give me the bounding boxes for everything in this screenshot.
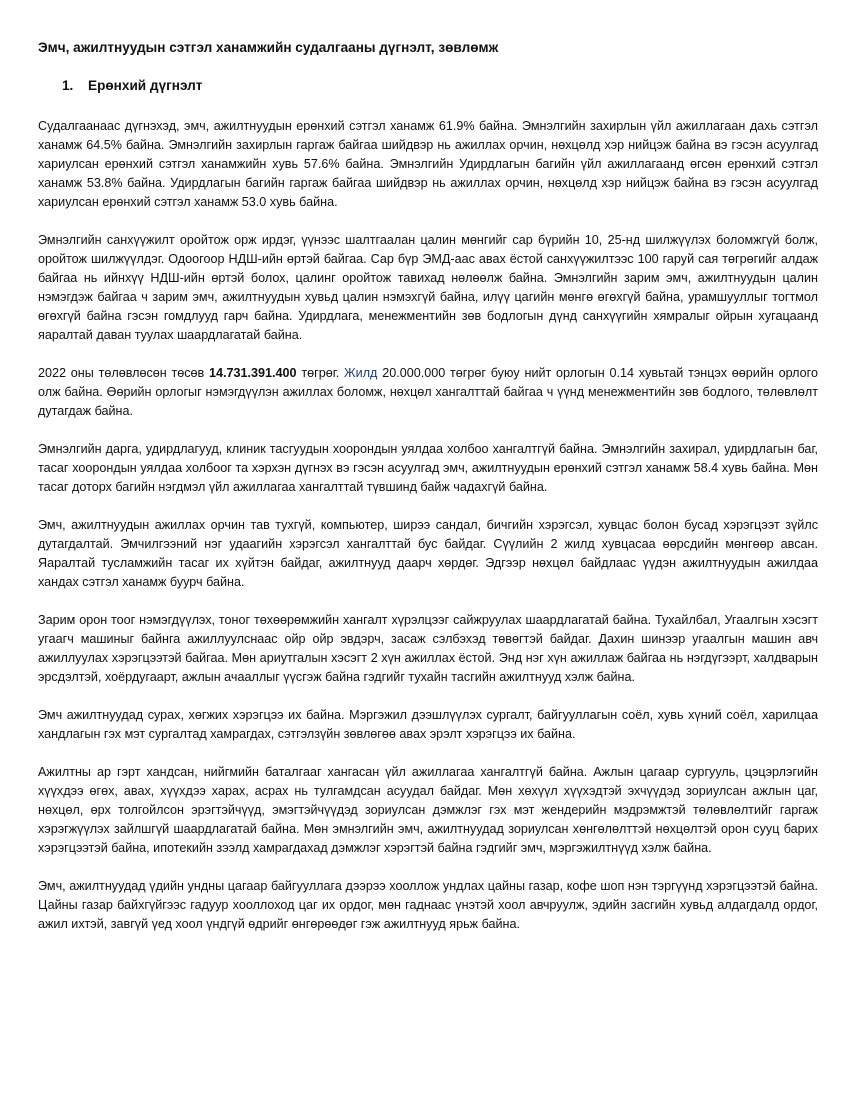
budget-prefix: 2022 оны төлөвлөсөн төсөв	[38, 366, 210, 380]
section-number: 1.	[62, 78, 74, 93]
budget-middle: төгрөг.	[296, 366, 345, 380]
section-heading	[62, 76, 818, 96]
paragraph-budget	[38, 364, 818, 421]
document-page	[38, 38, 818, 953]
paragraph-work-environment: Эмч, ажилтнуудын ажиллах орчин тав тухгүй, компьютер, ширээ сандал, бичгийн хэрэгсэл, хувцас болон бусад хэрэгцээт зүйлс дутагдалтай. Эмчилгээний нэг удаагийн хэрэгсэл хангалттай бус байдаг. Сүүлийн 2 жилд хувцасаа өөрсдийн мөнгөөр авсан. Яаралтай тусламжийн тасаг их хүйтэн байдаг, ажилтнууд даарч хөрдөг. Эдгээр нөхцөл байдлаас үүдэн ажилтнуудын ажилдаа хандах сэтгэл ханамж буурч байна.	[38, 518, 818, 589]
section-title: Ерөнхий дүгнэлт	[88, 78, 203, 93]
document-title: Эмч, ажилтнуудын сэтгэл ханамжийн судалгааны дүгнэлт, зөвлөмж	[38, 40, 499, 55]
paragraph-training: Эмч ажилтнуудад сурах, хөгжих хэрэгцээ их байна. Мэргэжил дээшлүүлэх сургалт, байгууллагын соёл, хувь хүний соёл, харилцаа хандлагын гэх мэт сургалтад хамрагдах, сэтгэлзүйн зөвлөгөө авах эрэлт хэрэгцээ их байна.	[38, 708, 818, 741]
paragraph-satisfaction-summary: Судалгаанаас дүгнэхэд, эмч, ажилтнуудын ерөнхий сэтгэл ханамж 61.9% байна. Эмнэлгийн захирлын үйл ажиллагаан дахь сэтгэл ханамж 64.5% байна. Эмнэлгийн захирлын гаргаж байгаа шийдвэр нь ажиллах орчин, нөхцөлд хэр нийцэж байна вэ гэсэн асуулгад хариулсан ерөнхий сэтгэл ханамжийн хувь 57.6% байна. Эмнэлгийн Удирдлагын багийн үйл ажиллагаанд өгсөн ерөнхий сэтгэл ханамж 53.8% байна. Удирдлагын багийн гаргаж байгаа шийдвэр нь ажиллах орчин, нөхцөлд хэр нийцэж байна вэ гэсэн асуулгад хариулсан ерөнхий сэтгэл ханамж 53.0 хувь байна.	[38, 119, 818, 209]
paragraph-coordination: Эмнэлгийн дарга, удирдлагууд, клиник тасгуудын хоорондын уялдаа холбоо хангалтгүй байна. Эмнэлгийн захирал, удирдлагын баг, тасаг хоорондын уялдаа холбоог та хэрхэн дүгнэх вэ гэсэн асуулгад эмч, ажилтнуудын ерөнхий сэтгэл ханамж 58.4 хувь байна. Мөн тасаг доторх багийн нэгдмэл үйл ажиллагаа хангалттай түвшинд байж чадахгүй байна.	[38, 442, 818, 494]
budget-suffix: 20.000.000 төгрөг буюу нийт орлогын 0.14 хувьтай тэнцэх өөрийн орлого олж байна. Өөрийн орлогыг нэмэгдүүлэн ажиллах боломж, нөхцөл хангалттай байгаа ч үүнд менежментийн зөв бодлого, төлөвлөлт дутагдаж байна.	[38, 366, 818, 418]
paragraph-canteen: Эмч, ажилтнуудад үдийн ундны цагаар байгууллага дээрээ хооллож ундлах цайны газар, кофе шоп нэн тэргүүнд хэрэгцээтэй байна. Цайны газар байхгүйгээс гадуур хооллоход цаг их ордог, мөн гаднаас үнэтэй хоол авчруулж, эдийн засгийн хувьд алдагдалд ордог, ажил ихтэй, завгүй үед хоол үндгүй өдрийг өнгөрөөдөг гэж ажилтнууд ярьж байна.	[38, 879, 818, 931]
paragraph-financing: Эмнэлгийн санхүүжилт оройтож орж ирдэг, үүнээс шалтгаалан цалин мөнгийг сар бүрийн 10, 25-нд шилжүүлэх боломжгүй болж, оройтож шилжүүлдэг. Одоогоор НДШ-ийн өртэй байгаа. Сар бүр ЭМД-аас авах ёстой санхүүжилтээс 100 гаруй сая төгрөгийг алдаж байгаа нь ийнхүү НДШ-ийн өртэй болох, цалинг оройтож тавихад нөлөөлж байна. Эмнэлгийн зарим эмч, ажилтнуудын цалин нэмэгдэж байгаа ч зарим эмч, ажилтнуудын хувьд цалин нэмэхгүй байна, илүү цагийн мөнгө өгөхгүй байна, урамшууллыг тогтмол өгөхгүй байна гэсэн гомдлууд гарч байна. Удирдлага, менежментийн зөв бодлогын дүнд санхүүгийн хямралыг ойрын хугацаанд яаралтай даван туулах шаардлагатай байна.	[38, 233, 818, 342]
budget-highlight: Жилд	[344, 366, 378, 380]
paragraph-social-support: Ажилтны ар гэрт хандсан, нийгмийн баталгааг хангасан үйл ажиллагаа хангалтгүй байна. Ажлын цагаар сургууль, цэцэрлэгийн хүүхдээ өгөх, авах, хүүхдээ харах, асрах нь тулгамдсан асуудал байдаг. Мөн хөхүүл хүүхэдтэй эхчүүдэд зориулсан ажлын цаг, нөхцөл, өрх толгойлсон эрэгтэйчүүд, эмэгтэйчүүдэд зориулсан дэмжлэг гэх мэт жендерийн мэдрэмжтэй төлөвлөлтийг гаргаж хэрэгжүүлэх зайлшгүй шаардлагатай байна. Мөн эмнэлгийн эмч, ажилтнуудад зориулсан хөнгөлөлттэй нөхцөлтэй орон сууц барих хэрэгцээтэй байна, ипотекийн зээлд хамрагдахад дэмжлэг хэрэгтэй байна гэдгийг эмч, мэргэжилтнүүд хэлж байна.	[38, 765, 818, 855]
paragraph-equipment: Зарим орон тоог нэмэгдүүлэх, тоног төхөөрөмжийн хангалт хүрэлцээг сайжруулах шаардлагатай байна. Тухайлбал, Угаалгын хэсэгт угаагч машиныг байнга ажиллуулснаас ойр ойр эвдэрч, засаж сэлбэхэд төвөгтэй байдаг. Дахин шинээр угаалгын машин авч ажиллуулах хэрэгцээтэй байгаа. Мөн ариутгалын хэсэгт 2 хүн ажиллах ёстой. Энд нэг хүн ажиллаж байгаа нь нэгдүгээрт, халдварын эрсдэлтэй, хоёрдугаарт, ажлын ачааллыг үүсгэж байна гэдгийг тухайн тасгийн ажилтнууд хэлж байна.	[38, 613, 818, 684]
budget-amount: 14.731.391.400	[209, 366, 297, 380]
